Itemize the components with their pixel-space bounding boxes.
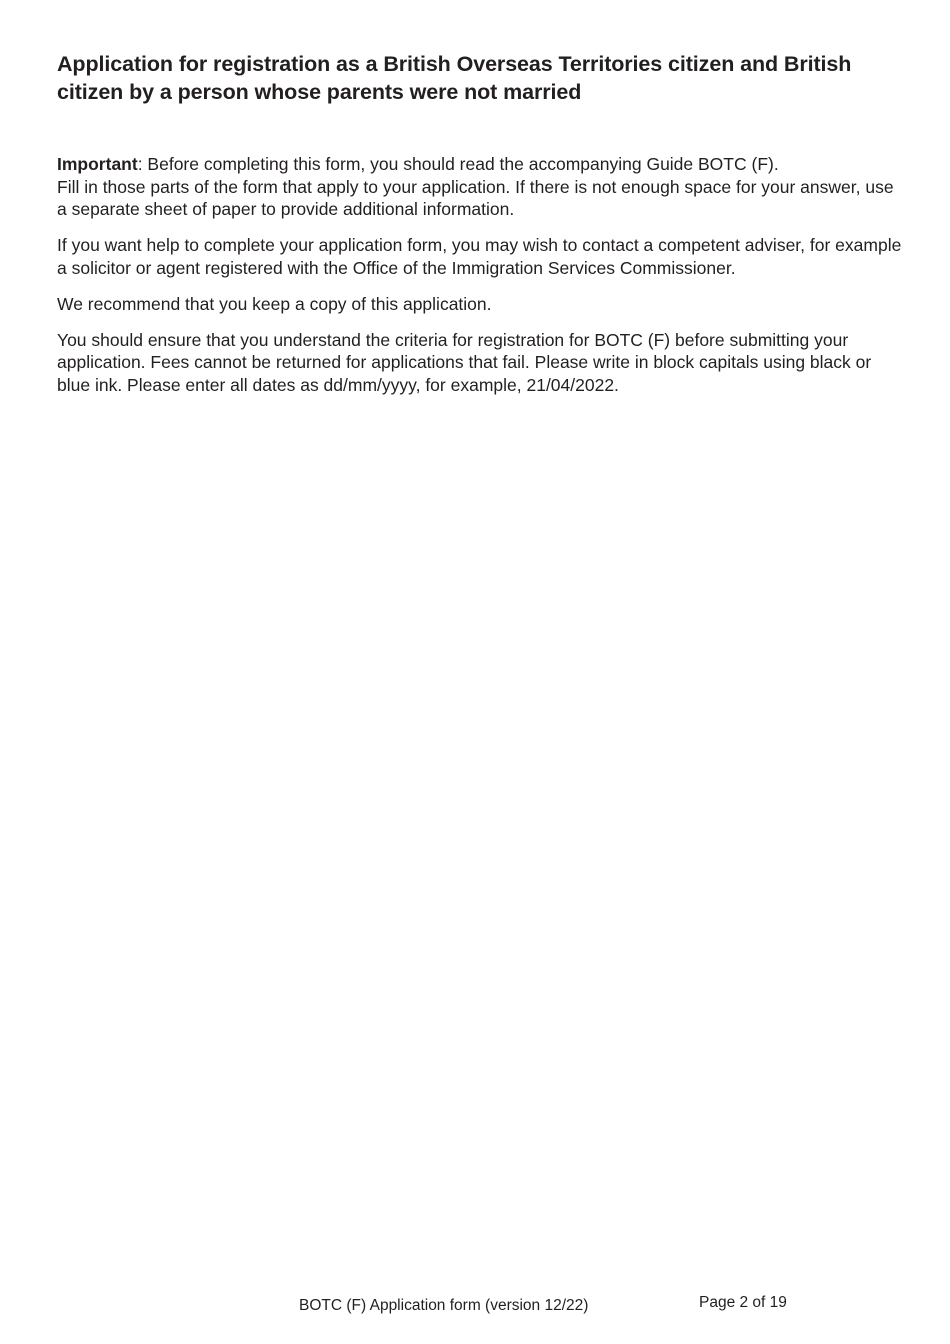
page-title: Application for registration as a British Overseas Territories citizen and British citizen by a person whose parents were not married	[57, 52, 852, 104]
important-label: Important	[57, 154, 138, 174]
footer-form-version: BOTC (F) Application form (version 12/22)	[299, 1297, 589, 1314]
footer-page-number: Page 2 of 19	[699, 1294, 787, 1311]
intro-section	[57, 153, 907, 410]
adviser-paragraph: If you want help to complete your application form, you may wish to contact a competent adviser, for example a solicitor or agent registered with the Office of the Immigration Services Commissioner.	[57, 235, 902, 278]
important-paragraph	[57, 153, 907, 221]
keep-copy-paragraph: We recommend that you keep a copy of this application.	[57, 293, 492, 314]
important-text: : Before completing this form, you should read the accompanying Guide BOTC (F).	[137, 154, 779, 174]
criteria-paragraph: You should ensure that you understand the criteria for registration for BOTC (F) before submitting your application. Fees cannot be returned for applications that fail. Please write in block capitals using black or blue ink. Please enter all dates as dd/mm/yyyy, for example, 21/04/2022.	[57, 329, 872, 395]
important-line-2: Fill in those parts of the form that apply to your application. If there is not enough space for your answer, use a separate sheet of paper to provide additional information.	[57, 176, 894, 219]
